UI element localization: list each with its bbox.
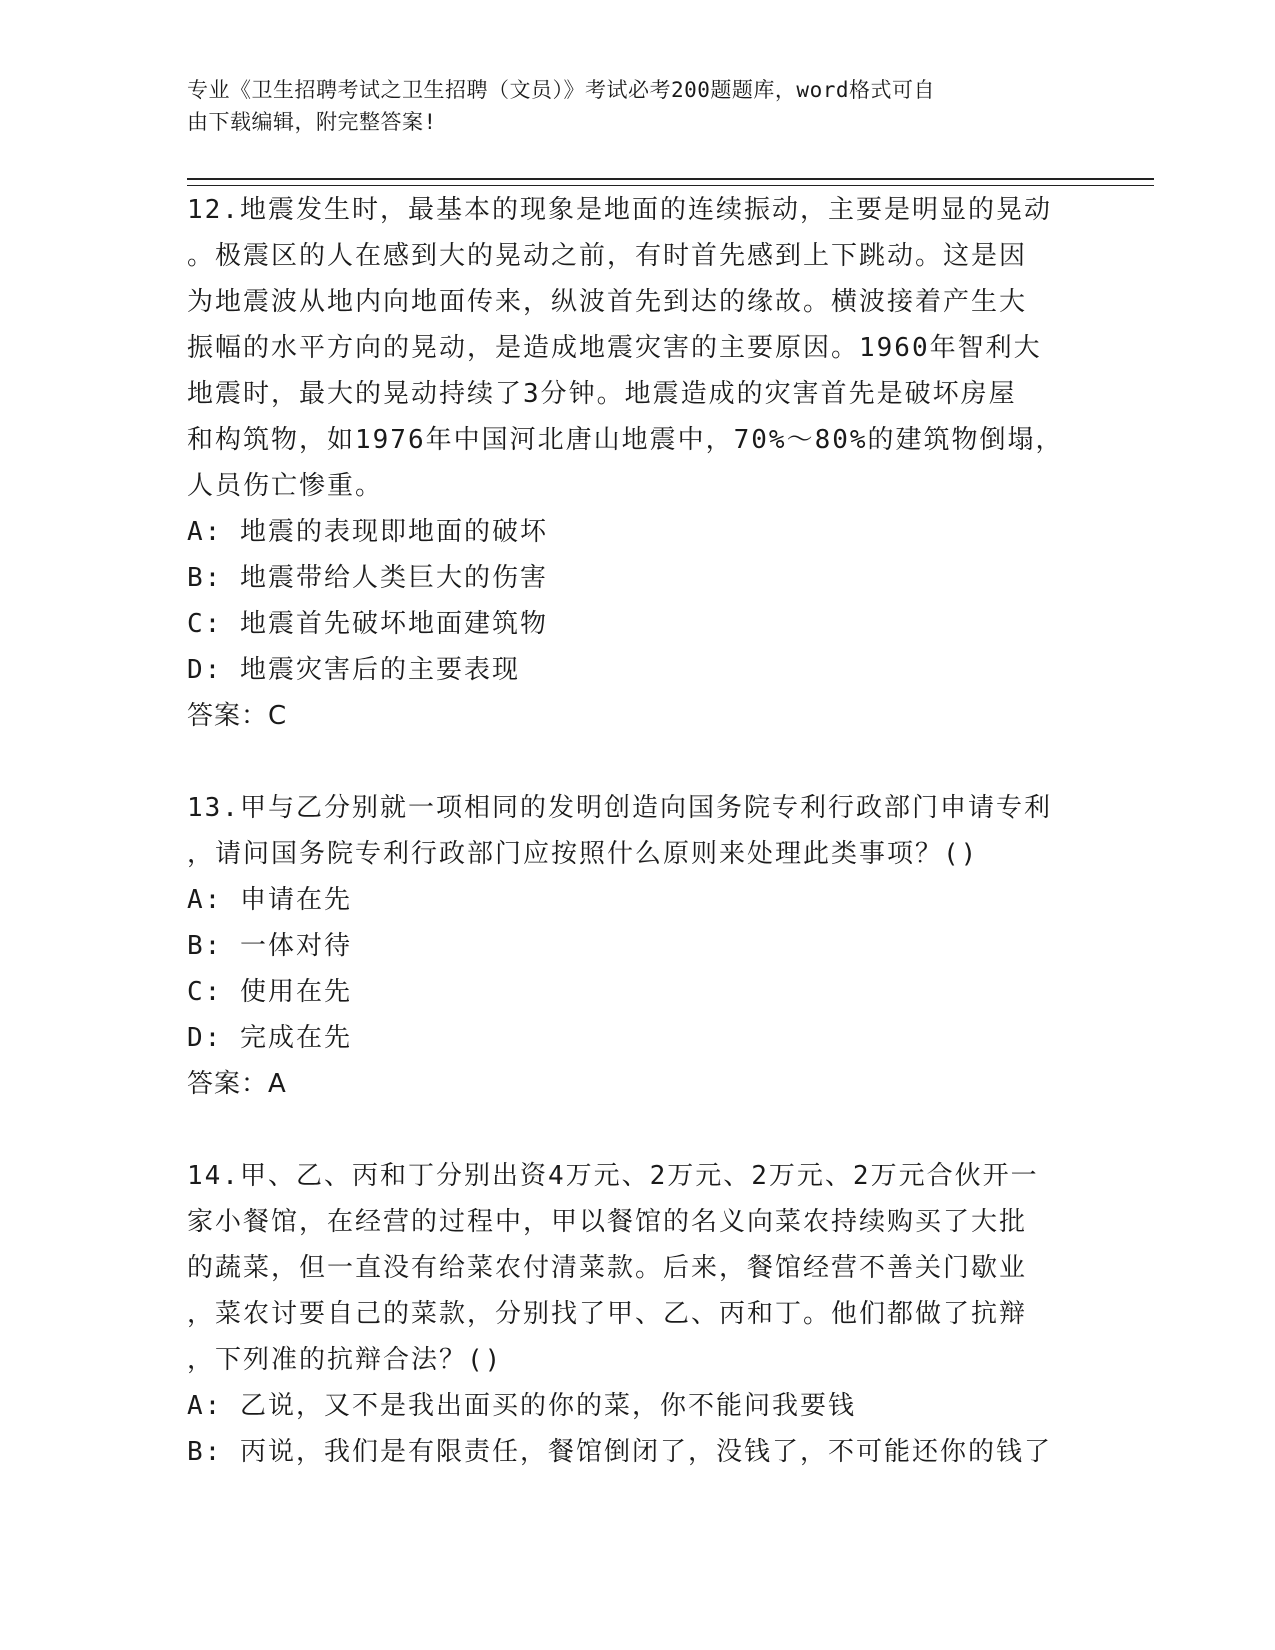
question-stem-line: 地震时，最大的晃动持续了3分钟。地震造成的灾害首先是破坏房屋 <box>187 379 1017 409</box>
header-divider <box>187 178 1154 186</box>
question-14 <box>187 1153 1087 1475</box>
question-spacer <box>187 739 1087 785</box>
option-b: B: 一体对待 <box>187 931 352 961</box>
question-stem-line: 家小餐馆，在经营的过程中，甲以餐馆的名义向菜农持续购买了大批 <box>187 1207 1028 1237</box>
document-header <box>187 74 1057 138</box>
question-stem-line: ，菜农讨要自己的菜款，分别找了甲、乙、丙和丁。他们都做了抗辩 <box>187 1299 1028 1329</box>
question-stem-line: ，请问国务院专利行政部门应按照什么原则来处理此类事项？() <box>187 839 979 869</box>
question-12 <box>187 187 1087 739</box>
answer-line: 答案：A <box>187 1069 287 1099</box>
option-b: B: 丙说，我们是有限责任，餐馆倒闭了，没钱了，不可能还你的钱了 <box>187 1437 1052 1467</box>
option-c: C: 地震首先破坏地面建筑物 <box>187 609 548 639</box>
header-line-1: 专业《卫生招聘考试之卫生招聘（文员）》考试必考200题题库，word格式可自 <box>187 78 935 102</box>
option-d: D: 完成在先 <box>187 1023 352 1053</box>
question-stem-line: 的蔬菜，但一直没有给菜农付清菜款。后来，餐馆经营不善关门歇业 <box>187 1253 1028 1283</box>
question-stem-line: ，下列准的抗辩合法？() <box>187 1345 503 1375</box>
question-stem-line: 为地震波从地内向地面传来，纵波首先到达的缘故。横波接着产生大 <box>187 287 1028 317</box>
header-line-2: 由下载编辑，附完整答案! <box>187 110 437 134</box>
question-stem-line: 13.甲与乙分别就一项相同的发明创造向国务院专利行政部门申请专利 <box>187 793 1052 823</box>
question-stem-line: 12.地震发生时，最基本的现象是地面的连续振动，主要是明显的晃动 <box>187 195 1052 225</box>
answer-line: 答案：C <box>187 701 288 731</box>
option-a: A: 申请在先 <box>187 885 352 915</box>
option-a: A: 地震的表现即地面的破坏 <box>187 517 548 547</box>
option-a: A: 乙说，又不是我出面买的你的菜，你不能问我要钱 <box>187 1391 856 1421</box>
option-c: C: 使用在先 <box>187 977 352 1007</box>
question-spacer <box>187 1107 1087 1153</box>
question-stem-line: 和构筑物，如1976年中国河北唐山地震中，70%～80%的建筑物倒塌， <box>187 425 1064 455</box>
question-stem-line: 14.甲、乙、丙和丁分别出资4万元、2万元、2万元、2万元合伙开一 <box>187 1161 1039 1191</box>
question-stem-line: 振幅的水平方向的晃动，是造成地震灾害的主要原因。1960年智利大 <box>187 333 1042 363</box>
option-d: D: 地震灾害后的主要表现 <box>187 655 520 685</box>
question-stem-line: 人员伤亡惨重。 <box>187 471 384 501</box>
question-stem-line: 。极震区的人在感到大的晃动之前，有时首先感到上下跳动。这是因 <box>187 241 1028 271</box>
option-b: B: 地震带给人类巨大的伤害 <box>187 563 548 593</box>
question-13 <box>187 785 1087 1107</box>
question-list <box>187 187 1087 1475</box>
